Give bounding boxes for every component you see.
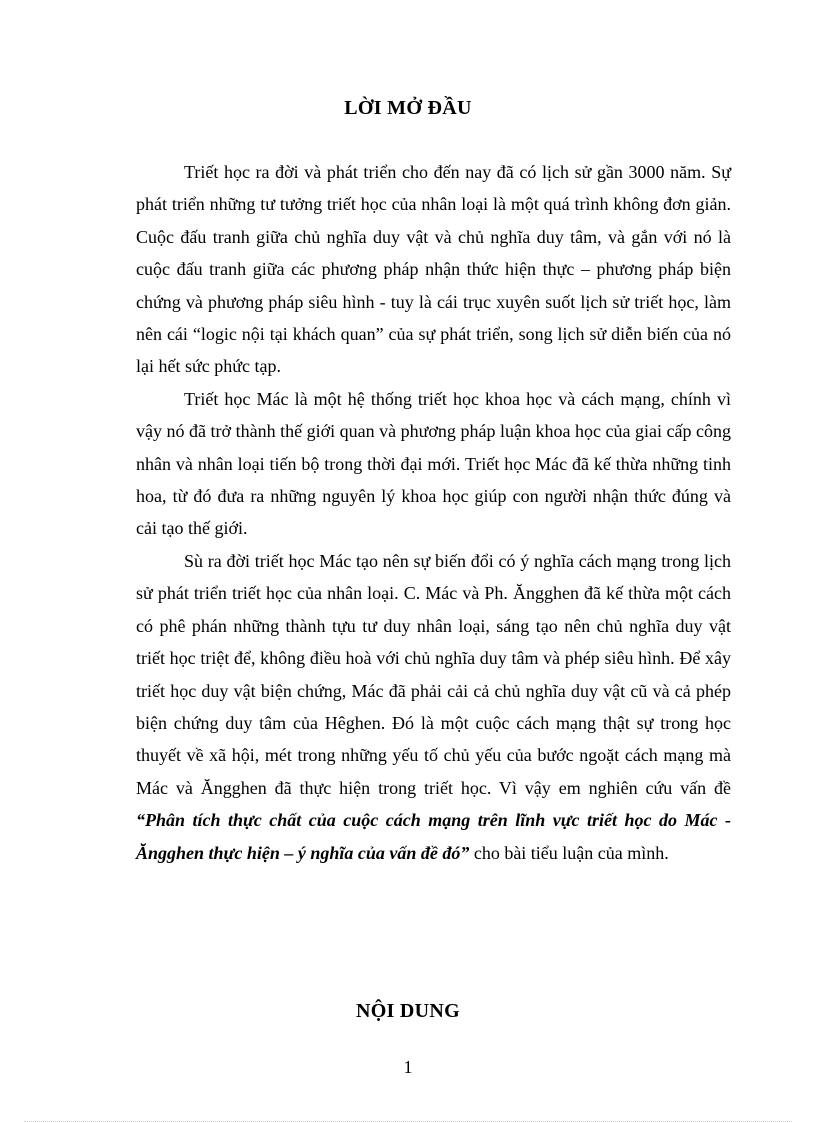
section-heading-content: NỘI DUNG xyxy=(355,1000,461,1022)
paragraph-1: Triết học ra đời và phát triển cho đến nay đã có lịch sử gần 3000 năm. Sự phát triển những tư tưởng triết học của nhân loại là một quá trình không đơn giản. Cuộc đấu tranh giữa chủ nghĩa duy vật và chủ nghĩa duy tâm, và gắn với nó là cuộc đấu tranh giữa các phương pháp nhận thức hiện thực – phương pháp biện chứng và phương pháp siêu hình - tuy là cái trục xuyên suốt lịch sử triết học, làm nên cái “logic nội tại khách quan” của sự phát triển, song lịch sử diễn biến của nó lại hết sức phức tạp. xyxy=(136,162,731,377)
page-bottom-divider xyxy=(24,1121,792,1122)
paragraph-3-tail: cho bài tiểu luận của mình. xyxy=(469,842,669,863)
paragraph-2: Triết học Mác là một hệ thống triết học khoa học và cách mạng, chính vì vậy nó đã trở thành thế giới quan và phương pháp luận khoa học của giai cấp công nhân và nhân loại tiến bộ trong thời đại mới. Triết học Mác đã kế thừa những tinh hoa, từ đó đưa ra những nguyên lý khoa học giúp con người nhận thức đúng và cải tạo thế giới. xyxy=(136,388,731,539)
page-title-intro: LỜI MỞ ĐẦU xyxy=(344,97,472,119)
research-topic-emphasis: “Phân tích thực chất của cuộc cách mạng trên lĩnh vực triết học do Mác - Ăngghen thực hiện – ý nghĩa của vấn đề đó” xyxy=(136,810,731,863)
page-number: 1 xyxy=(403,1057,413,1077)
paragraph-3 xyxy=(136,545,731,869)
body-text xyxy=(136,156,731,869)
paragraph-3-lead: Sù ra đời triết học Mác tạo nên sự biến đổi có ý nghĩa cách mạng trong lịch sử phát triển triết học của nhân loại. C. Mác và Ph. Ăngghen đã kế thừa một cách có phê phán những thành tựu tư duy nhân loại, sáng tạo nên chủ nghĩa duy vật triết học triệt để, không điều hoà với chủ nghĩa duy tâm và phép siêu hình. Để xây triết học duy vật biện chứng, Mác đã phải cải cả chủ nghĩa duy vật cũ và cả phép biện chứng duy tâm của Hêghen. Đó là một cuộc cách mạng thật sự trong học thuyết về xã hội, mét trong những yếu tố chủ yếu của bước ngoặt cách mạng mà Mác và Ăngghen đã thực hiện trong triết học. Vì vậy em nghiên cứu vấn đề xyxy=(136,550,731,798)
